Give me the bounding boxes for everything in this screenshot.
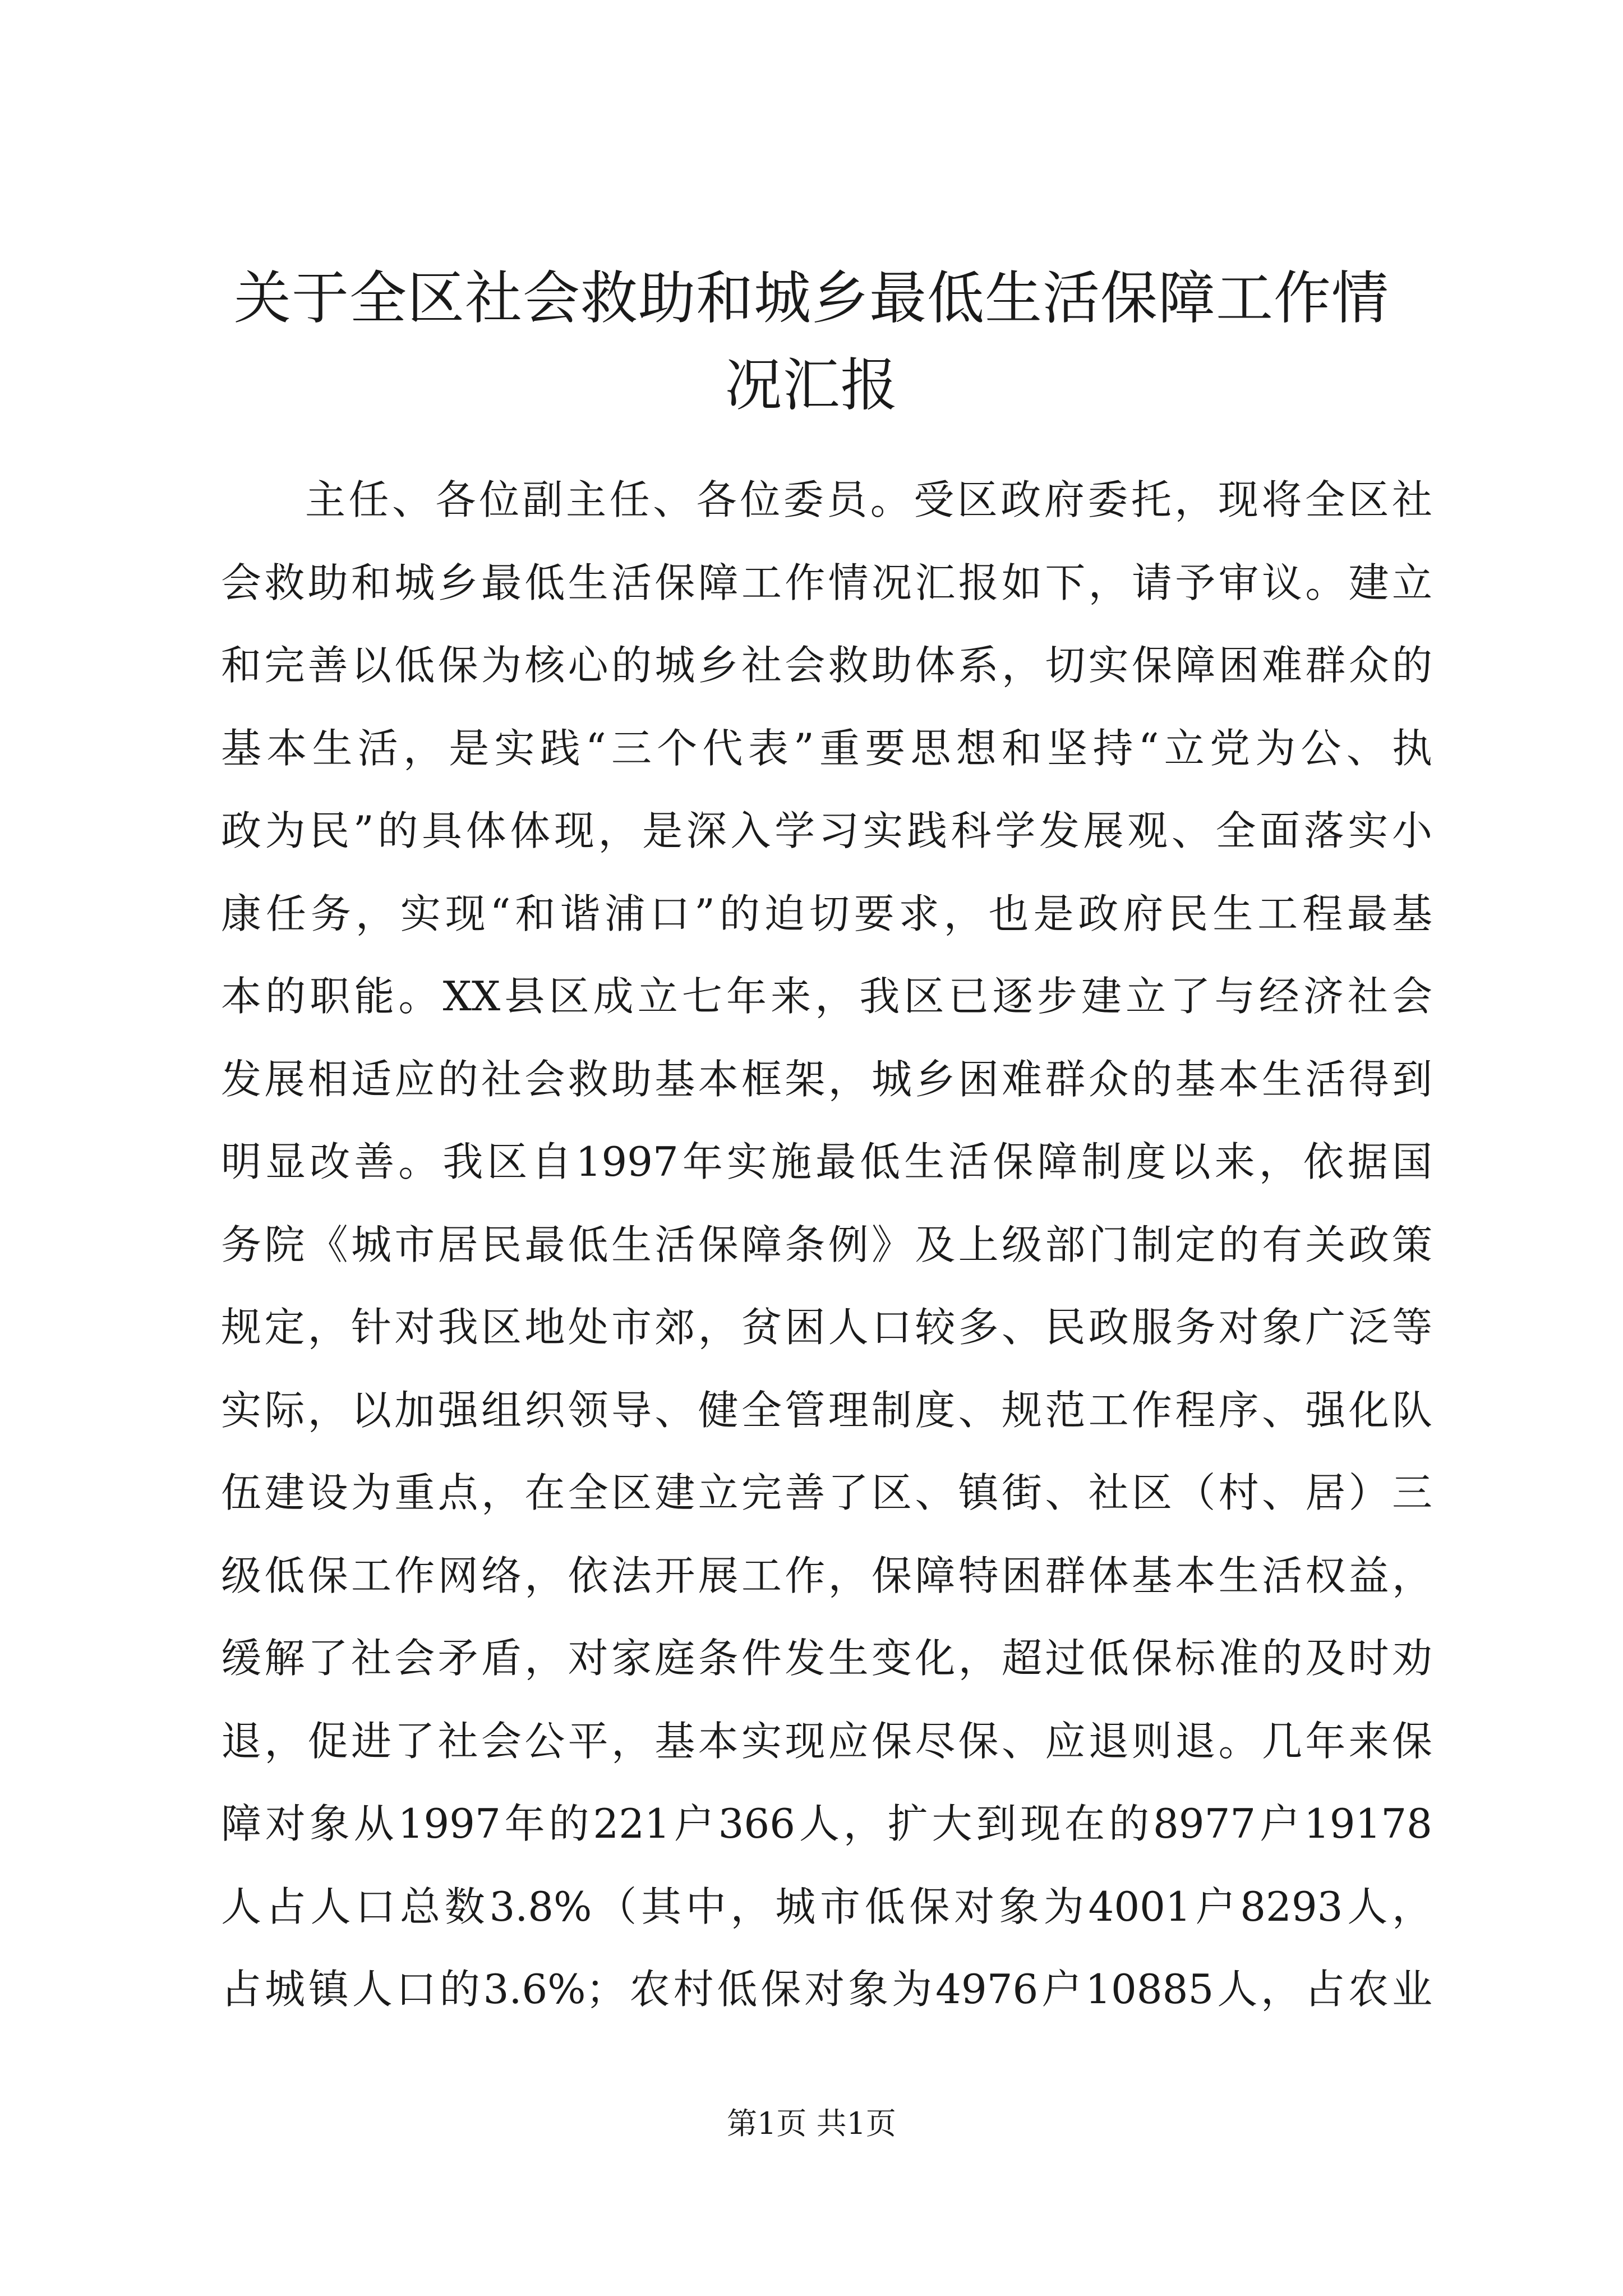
body-line: 人占人口总数3.8%（其中，城市低保对象为4001户8293人， [221, 1883, 1432, 1930]
document-title [168, 255, 1455, 429]
body-line: 会救助和城乡最低生活保障工作情况汇报如下，请予审议。建立 [221, 559, 1432, 606]
body-line: 实际，以加强组织领导、健全管理制度、规范工作程序、强化队 [221, 1386, 1432, 1434]
page-footer: 第1页 共1页 [727, 2106, 896, 2141]
document-title-line-2: 况汇报 [725, 352, 898, 419]
body-line: 障对象从1997年的221户366人，扩大到现在的8977户19178 [221, 1800, 1432, 1847]
body-line: 和完善以低保为核心的城乡社会救助体系，切实保障困难群众的 [221, 642, 1432, 689]
document-title-line-1: 关于全区社会救助和城乡最低生活保障工作情 [234, 265, 1389, 332]
body-line: 基本生活，是实践“三个代表”重要思想和坚持“立党为公、执 [221, 724, 1432, 772]
body-line: 缓解了社会矛盾，对家庭条件发生变化，超过低保标准的及时劝 [221, 1635, 1432, 1682]
body-line: 明显改善。我区自1997年实施最低生活保障制度以来，依据国 [221, 1138, 1432, 1185]
body-line: 政为民”的具体体现，是深入学习实践科学发展观、全面落实小 [221, 807, 1432, 854]
body-line: 务院《城市居民最低生活保障条例》及上级部门制定的有关政策 [221, 1221, 1432, 1268]
body-line: 康任务，实现“和谐浦口”的迫切要求，也是政府民生工程最基 [221, 890, 1432, 937]
body-line: 发展相适应的社会救助基本框架，城乡困难群众的基本生活得到 [221, 1055, 1432, 1103]
body-line: 占城镇人口的3.6%；农村低保对象为4976户10885人，占农业 [221, 1966, 1432, 2013]
document-body [221, 459, 1432, 2031]
body-line: 主任、各位副主任、各位委员。受区政府委托，现将全区社 [305, 476, 1432, 523]
body-line: 级低保工作网络，依法开展工作，保障特困群体基本生活权益， [221, 1552, 1432, 1599]
body-line: 伍建设为重点，在全区建立完善了区、镇街、社区（村、居）三 [221, 1469, 1432, 1516]
body-line: 退，促进了社会公平，基本实现应保尽保、应退则退。几年来保 [221, 1717, 1432, 1765]
body-line: 规定，针对我区地处市郊，贫困人口较多、民政服务对象广泛等 [221, 1304, 1432, 1351]
body-line: 本的职能。XX县区成立七年来，我区已逐步建立了与经济社会 [221, 973, 1432, 1020]
